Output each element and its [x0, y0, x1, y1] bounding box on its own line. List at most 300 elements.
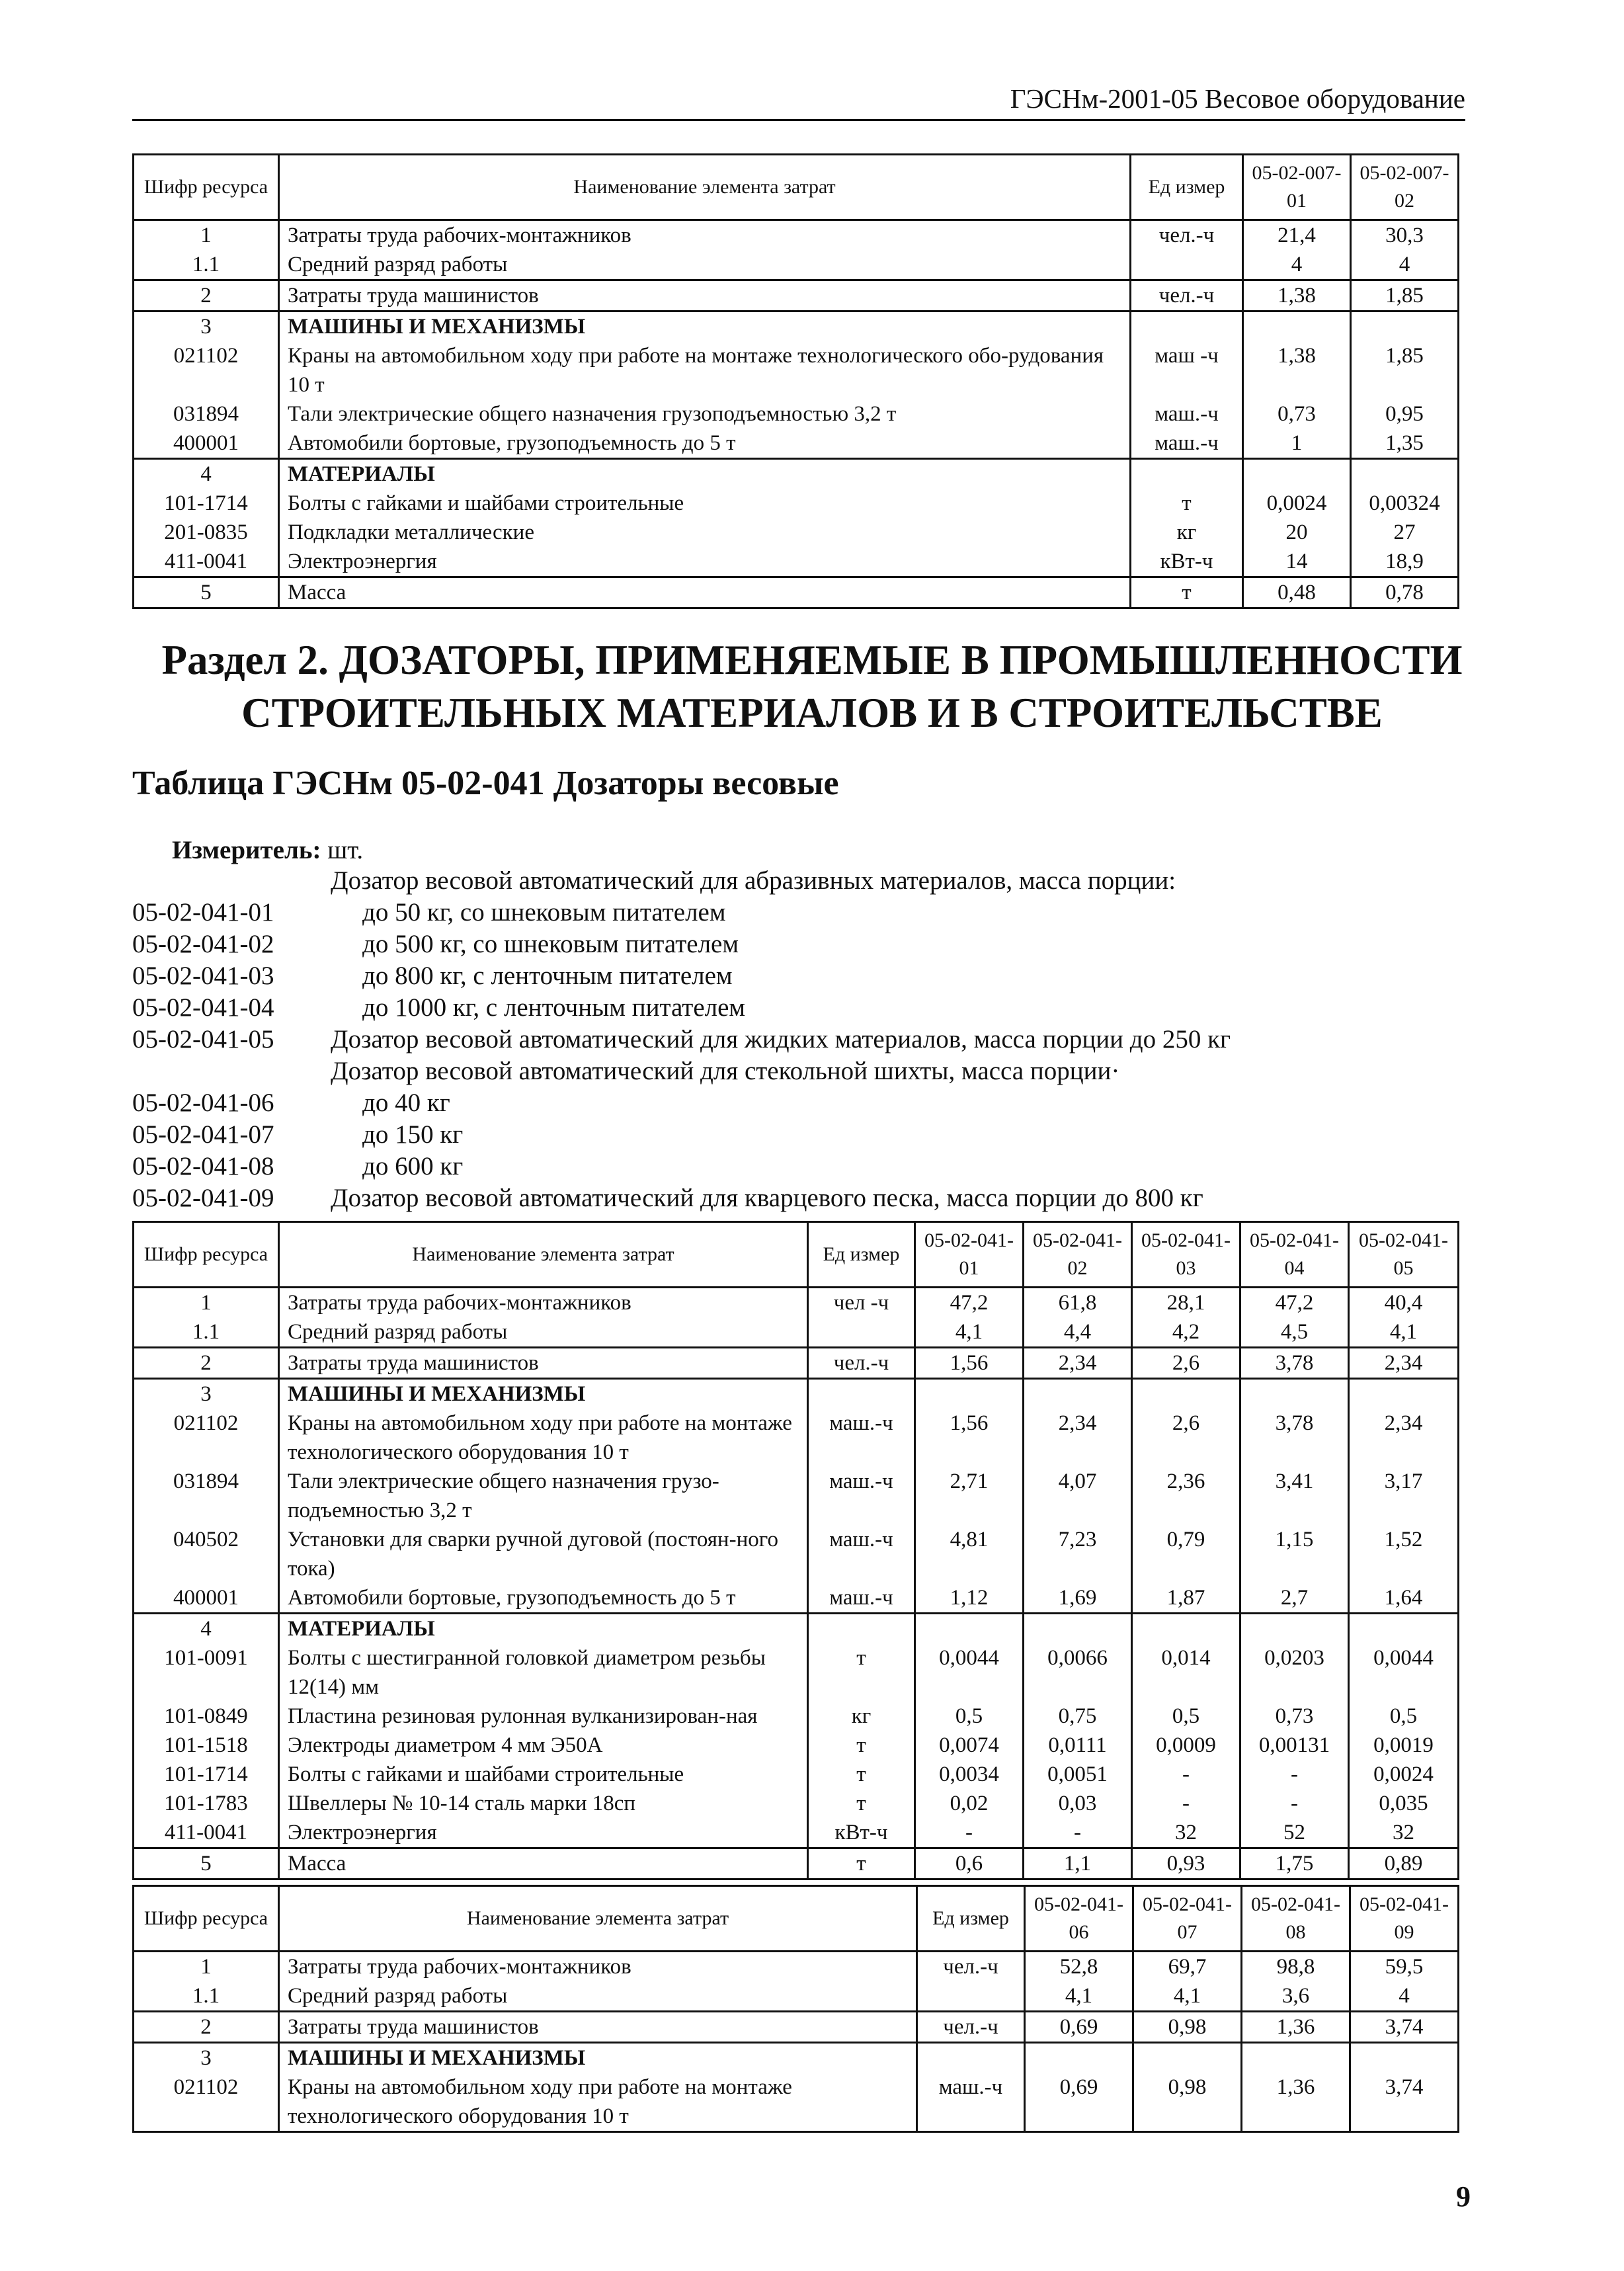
- norm-value: 4,07: [1024, 1467, 1132, 1525]
- row-group: [134, 459, 1459, 577]
- resource-code: 101-1714: [134, 1760, 279, 1789]
- norm-value: 1,12: [915, 1583, 1024, 1614]
- unit-of-measure: чел.-ч: [917, 2012, 1025, 2043]
- resource-code: 411-0041: [134, 1818, 279, 1848]
- resource-code: 4: [134, 459, 279, 489]
- norm-value: 2,6: [1132, 1409, 1240, 1467]
- norm-value: 2,71: [915, 1467, 1024, 1525]
- norm-value: 7,23: [1024, 1525, 1132, 1583]
- norm-value: [1240, 1379, 1349, 1409]
- norm-value: 2,34: [1024, 1348, 1132, 1379]
- resource-code: 101-0849: [134, 1702, 279, 1731]
- norm-code: 05-02-041-01: [132, 898, 274, 927]
- norm-value: 0,98: [1133, 2073, 1242, 2132]
- row-group: [134, 1379, 1459, 1614]
- norm-value: 4,1: [1133, 1981, 1242, 2012]
- row-group: [134, 577, 1459, 608]
- norm-value: 1,85: [1351, 341, 1459, 399]
- cost-element-name: МАШИНЫ И МЕХАНИЗМЫ: [279, 1379, 808, 1409]
- column-header: 05-02-041-05: [1349, 1222, 1459, 1288]
- resource-code: 1.1: [134, 1981, 279, 2012]
- table-title: Таблица ГЭСНм 05-02-041 Дозаторы весовые: [132, 764, 839, 802]
- column-header: 05-02-041-07: [1133, 1886, 1242, 1952]
- norm-value: -: [1132, 1760, 1240, 1789]
- table-row: [134, 1614, 1459, 1644]
- norm-value: 30,3: [1351, 220, 1459, 251]
- norm-value: 0,0111: [1024, 1731, 1132, 1760]
- row-group: [134, 2043, 1459, 2132]
- resource-code: 021102: [134, 341, 279, 399]
- resource-table-041-01-05: [132, 1221, 1459, 1880]
- norm-item: [132, 960, 1455, 992]
- norm-item: [132, 929, 1455, 960]
- norm-value: 1,56: [915, 1409, 1024, 1467]
- unit-of-measure: т: [1131, 577, 1243, 608]
- table-row: [134, 1525, 1459, 1583]
- resource-code: 400001: [134, 429, 279, 459]
- cost-element-name: Затраты труда рабочих-монтажников: [279, 1952, 917, 1982]
- norm-value: [915, 1379, 1024, 1409]
- resource-code: 031894: [134, 399, 279, 429]
- norm-value: [1132, 1379, 1240, 1409]
- norm-item: [132, 1119, 1455, 1151]
- cost-element-name: Болты с гайками и шайбами строительные: [279, 489, 1131, 518]
- cost-element-name: МАТЕРИАЛЫ: [279, 459, 1131, 489]
- norm-value: 1,75: [1240, 1848, 1349, 1879]
- resource-code: 1.1: [134, 250, 279, 280]
- norm-value: 0,02: [915, 1789, 1024, 1818]
- unit-of-measure: кг: [1131, 518, 1243, 547]
- norm-value: 4,1: [915, 1317, 1024, 1348]
- resource-code: 101-0091: [134, 1643, 279, 1702]
- norm-value: 32: [1132, 1818, 1240, 1848]
- table-row: [134, 459, 1459, 489]
- column-header: 05-02-041-09: [1350, 1886, 1459, 1952]
- unit-of-measure: [808, 1614, 915, 1644]
- norm-value: 1,35: [1351, 429, 1459, 459]
- norm-value: -: [1132, 1789, 1240, 1818]
- unit-of-measure: маш -ч: [1131, 341, 1243, 399]
- norm-value: -: [1024, 1818, 1132, 1848]
- norm-value: 0,93: [1132, 1848, 1240, 1879]
- norm-value: 0,73: [1243, 399, 1351, 429]
- table-row: [134, 547, 1459, 577]
- cost-element-name: МАШИНЫ И МЕХАНИЗМЫ: [279, 2043, 917, 2073]
- norm-value: 0,78: [1351, 577, 1459, 608]
- norm-item: [132, 1055, 1455, 1087]
- norm-value: 1,38: [1243, 280, 1351, 311]
- unit-of-measure: кВт-ч: [808, 1818, 915, 1848]
- norm-value: 14: [1243, 547, 1351, 577]
- norm-value: 1,1: [1024, 1848, 1132, 1879]
- measure-value: шт.: [327, 836, 364, 864]
- norm-value: 0,75: [1024, 1702, 1132, 1731]
- table-row: [134, 341, 1459, 399]
- norm-value: 0,0066: [1024, 1643, 1132, 1702]
- resource-code: 3: [134, 1379, 279, 1409]
- norm-value: 0,95: [1351, 399, 1459, 429]
- table-row: [134, 399, 1459, 429]
- unit-of-measure: т: [1131, 489, 1243, 518]
- norm-value: 47,2: [1240, 1288, 1349, 1318]
- table-row: [134, 1981, 1459, 2012]
- unit-of-measure: чел -ч: [808, 1288, 915, 1318]
- norm-item: [132, 1024, 1455, 1055]
- norm-value: 1,85: [1351, 280, 1459, 311]
- cost-element-name: Затраты труда рабочих-монтажников: [279, 1288, 808, 1318]
- unit-of-measure: кВт-ч: [1131, 547, 1243, 577]
- norm-value: 0,014: [1132, 1643, 1240, 1702]
- norm-description: Дозатор весовой автоматический для жидких материалов, масса порции до 250 кг: [331, 1025, 1231, 1053]
- unit-of-measure: маш.-ч: [808, 1583, 915, 1614]
- norm-value: 2,6: [1132, 1348, 1240, 1379]
- norm-value: 3,78: [1240, 1348, 1349, 1379]
- table-row: [134, 1379, 1459, 1409]
- table-row: [134, 2012, 1459, 2043]
- unit-of-measure: чел.-ч: [917, 1952, 1025, 1982]
- column-header: Ед измер: [1131, 155, 1243, 220]
- table-row: [134, 1348, 1459, 1379]
- cost-element-name: Электроды диаметром 4 мм Э50А: [279, 1731, 808, 1760]
- norm-value: 0,0051: [1024, 1760, 1132, 1789]
- resource-code: 3: [134, 311, 279, 342]
- row-group: [134, 2012, 1459, 2043]
- norm-code: 05-02-041-05: [132, 1025, 274, 1053]
- norm-value: 1,36: [1242, 2012, 1350, 2043]
- norm-value: 0,0009: [1132, 1731, 1240, 1760]
- table-row: [134, 2073, 1459, 2132]
- norm-value: [1349, 1614, 1459, 1644]
- norm-value: 4,2: [1132, 1317, 1240, 1348]
- norm-value: 21,4: [1243, 220, 1351, 251]
- unit-of-measure: маш.-ч: [917, 2073, 1025, 2132]
- norm-value: 32: [1349, 1818, 1459, 1848]
- cost-element-name: Краны на автомобильном ходу при работе на монтаже технологического оборудования 10 т: [279, 2073, 917, 2132]
- norm-value: 1,36: [1242, 2073, 1350, 2132]
- norm-item: [132, 897, 1455, 929]
- norm-description: до 50 кг, со шнековым питателем: [362, 898, 726, 927]
- table-row: [134, 577, 1459, 608]
- norm-value: 4: [1350, 1981, 1459, 2012]
- column-header: Наименование элемента затрат: [279, 155, 1131, 220]
- norm-value: 69,7: [1133, 1952, 1242, 1982]
- norm-value: 4,5: [1240, 1317, 1349, 1348]
- row-group: [134, 1848, 1459, 1879]
- unit-of-measure: кг: [808, 1702, 915, 1731]
- norm-value: 1,15: [1240, 1525, 1349, 1583]
- norm-value: 0,0024: [1349, 1760, 1459, 1789]
- norm-code: 05-02-041-04: [132, 993, 274, 1022]
- table-row: [134, 489, 1459, 518]
- resource-code: 101-1518: [134, 1731, 279, 1760]
- norm-value: 0,035: [1349, 1789, 1459, 1818]
- cost-element-name: Болты с гайками и шайбами строительные: [279, 1760, 808, 1789]
- norm-item: [132, 1182, 1455, 1214]
- norm-value: 2,36: [1132, 1467, 1240, 1525]
- norm-value: [1132, 1614, 1240, 1644]
- norm-value: 0,00324: [1351, 489, 1459, 518]
- norm-value: 0,79: [1132, 1525, 1240, 1583]
- resource-code: 2: [134, 280, 279, 311]
- resource-code: 1.1: [134, 1317, 279, 1348]
- resource-code: 101-1714: [134, 489, 279, 518]
- section-title-line-2: СТРОИТЕЛЬНЫХ МАТЕРИАЛОВ И В СТРОИТЕЛЬСТВЕ: [241, 690, 1383, 736]
- norm-value: 0,6: [915, 1848, 1024, 1879]
- column-header: 05-02-007-02: [1351, 155, 1459, 220]
- norm-description: до 40 кг: [362, 1089, 450, 1117]
- table-row: [134, 1702, 1459, 1731]
- cost-element-name: Средний разряд работы: [279, 250, 1131, 280]
- resource-code: 3: [134, 2043, 279, 2073]
- norm-value: 1,52: [1349, 1525, 1459, 1583]
- column-header: Шифр ресурса: [134, 1222, 279, 1288]
- cost-element-name: Краны на автомобильном ходу при работе на монтаже технологического оборудования 10 т: [279, 1409, 808, 1467]
- norm-value: [1133, 2043, 1242, 2073]
- norm-value: [1025, 2043, 1133, 2073]
- cost-element-name: Тали электрические общего назначения грузо-подъемностью 3,2 т: [279, 1467, 808, 1525]
- cost-element-name: Масса: [279, 577, 1131, 608]
- norm-value: [1240, 1614, 1349, 1644]
- norm-description: Дозатор весовой автоматический для стекольной шихты, масса порции·: [331, 1057, 1120, 1085]
- norm-value: -: [915, 1818, 1024, 1848]
- norm-value: 2,34: [1024, 1409, 1132, 1467]
- unit-of-measure: маш.-ч: [808, 1467, 915, 1525]
- norm-value: 0,5: [1349, 1702, 1459, 1731]
- norm-value: 20: [1243, 518, 1351, 547]
- norm-value: 1,69: [1024, 1583, 1132, 1614]
- table-row: [134, 1789, 1459, 1818]
- row-group: [134, 311, 1459, 459]
- norm-value: 0,03: [1024, 1789, 1132, 1818]
- norm-value: 0,0044: [915, 1643, 1024, 1702]
- resource-code: 040502: [134, 1525, 279, 1583]
- unit-of-measure: т: [808, 1848, 915, 1879]
- norm-code: 05-02-041-06: [132, 1089, 274, 1117]
- column-header: 05-02-041-06: [1025, 1886, 1133, 1952]
- unit-of-measure: маш.-ч: [1131, 429, 1243, 459]
- norm-value: 52,8: [1025, 1952, 1133, 1982]
- norm-value: [1024, 1379, 1132, 1409]
- norm-value: [1242, 2043, 1350, 2073]
- unit-of-measure: т: [808, 1789, 915, 1818]
- cost-element-name: Установки для сварки ручной дуговой (постоян-ного тока): [279, 1525, 808, 1583]
- table-row: [134, 280, 1459, 311]
- norm-value: -: [1240, 1789, 1349, 1818]
- norm-value: 0,0074: [915, 1731, 1024, 1760]
- norm-code: 05-02-041-08: [132, 1152, 274, 1180]
- norm-description: до 600 кг: [362, 1152, 464, 1180]
- cost-element-name: Электроэнергия: [279, 1818, 808, 1848]
- column-header: Шифр ресурса: [134, 1886, 279, 1952]
- unit-of-measure: чел.-ч: [808, 1348, 915, 1379]
- table-row: [134, 1731, 1459, 1760]
- norm-item: [132, 865, 1455, 897]
- norm-value: [1349, 1379, 1459, 1409]
- column-header: Наименование элемента затрат: [279, 1222, 808, 1288]
- norm-value: [1243, 459, 1351, 489]
- header-row: [134, 1222, 1459, 1288]
- table-row: [134, 1467, 1459, 1525]
- unit-of-measure: [808, 1379, 915, 1409]
- norm-code: 05-02-041-02: [132, 930, 274, 958]
- resource-code: 021102: [134, 1409, 279, 1467]
- norm-value: 0,0034: [915, 1760, 1024, 1789]
- header-row: [134, 155, 1459, 220]
- table-row: [134, 518, 1459, 547]
- resource-code: 5: [134, 1848, 279, 1879]
- norm-description: Дозатор весовой автоматический для абразивных материалов, масса порции:: [331, 866, 1176, 895]
- table-header: [134, 1222, 1459, 1288]
- norm-value: 3,74: [1350, 2073, 1459, 2132]
- table-row: [134, 1288, 1459, 1318]
- row-group: [134, 1348, 1459, 1379]
- resource-code: 1: [134, 1952, 279, 1982]
- norm-item: [132, 1151, 1455, 1182]
- resource-code: 021102: [134, 2073, 279, 2132]
- resource-code: 4: [134, 1614, 279, 1644]
- table-row: [134, 250, 1459, 280]
- column-header: 05-02-041-03: [1132, 1222, 1240, 1288]
- norm-list: [132, 865, 1455, 1214]
- cost-element-name: Затраты труда машинистов: [279, 280, 1131, 311]
- cost-element-name: Затраты труда машинистов: [279, 2012, 917, 2043]
- unit-of-measure: маш.-ч: [808, 1525, 915, 1583]
- norm-value: 1,56: [915, 1348, 1024, 1379]
- norm-value: 4: [1351, 250, 1459, 280]
- section-title: [132, 634, 1492, 739]
- norm-code: 05-02-041-03: [132, 962, 274, 990]
- column-header: 05-02-041-04: [1240, 1222, 1349, 1288]
- norm-value: 0,73: [1240, 1702, 1349, 1731]
- norm-value: 40,4: [1349, 1288, 1459, 1318]
- norm-value: 0,89: [1349, 1848, 1459, 1879]
- norm-value: 0,69: [1025, 2073, 1133, 2132]
- table-row: [134, 429, 1459, 459]
- cost-element-name: Автомобили бортовые, грузоподъемность до 5 т: [279, 1583, 808, 1614]
- cost-element-name: Затраты труда рабочих-монтажников: [279, 220, 1131, 251]
- norm-value: [1351, 311, 1459, 342]
- norm-description: Дозатор весовой автоматический для кварцевого песка, масса порции до 800 кг: [331, 1184, 1203, 1212]
- norm-value: [1024, 1614, 1132, 1644]
- row-group: [134, 280, 1459, 311]
- table-row: [134, 1848, 1459, 1879]
- unit-of-measure: [917, 1981, 1025, 2012]
- table-row: [134, 1818, 1459, 1848]
- norm-value: -: [1240, 1760, 1349, 1789]
- norm-value: 4,1: [1025, 1981, 1133, 2012]
- norm-value: 3,78: [1240, 1409, 1349, 1467]
- table-row: [134, 1583, 1459, 1614]
- norm-value: 98,8: [1242, 1952, 1350, 1982]
- column-header: Ед измер: [808, 1222, 915, 1288]
- cost-element-name: Тали электрические общего назначения грузоподъемностью 3,2 т: [279, 399, 1131, 429]
- row-group: [134, 1288, 1459, 1348]
- cost-element-name: Средний разряд работы: [279, 1981, 917, 2012]
- resource-code: 5: [134, 577, 279, 608]
- unit-of-measure: т: [808, 1731, 915, 1760]
- resource-code: 201-0835: [134, 518, 279, 547]
- resource-code: 400001: [134, 1583, 279, 1614]
- column-header: Наименование элемента затрат: [279, 1886, 917, 1952]
- norm-value: 4,81: [915, 1525, 1024, 1583]
- norm-item: [132, 992, 1455, 1024]
- measure-label: Измеритель:: [172, 836, 321, 864]
- resource-code: 411-0041: [134, 547, 279, 577]
- table-header: [134, 155, 1459, 220]
- norm-code: 05-02-041-07: [132, 1120, 274, 1149]
- table-row: [134, 1643, 1459, 1702]
- page-number: 9: [1456, 2180, 1471, 2213]
- norm-value: 47,2: [915, 1288, 1024, 1318]
- unit-of-measure: [1131, 250, 1243, 280]
- unit-of-measure: т: [808, 1760, 915, 1789]
- resource-code: 031894: [134, 1467, 279, 1525]
- column-header: 05-02-041-01: [915, 1222, 1024, 1288]
- cost-element-name: Подкладки металлические: [279, 518, 1131, 547]
- norm-value: 61,8: [1024, 1288, 1132, 1318]
- norm-value: 1,38: [1243, 341, 1351, 399]
- cost-element-name: Затраты труда машинистов: [279, 1348, 808, 1379]
- cost-element-name: Автомобили бортовые, грузоподъемность до 5 т: [279, 429, 1131, 459]
- cost-element-name: Болты с шестигранной головкой диаметром резьбы 12(14) мм: [279, 1643, 808, 1702]
- unit-of-measure: [1131, 311, 1243, 342]
- norm-description: до 1000 кг, с ленточным питателем: [362, 993, 746, 1022]
- row-group: [134, 1952, 1459, 2012]
- cost-element-name: Швеллеры № 10-14 сталь марки 18сп: [279, 1789, 808, 1818]
- resource-code: 1: [134, 220, 279, 251]
- norm-value: 0,5: [1132, 1702, 1240, 1731]
- norm-value: 52: [1240, 1818, 1349, 1848]
- resource-table-041-06-09: [132, 1885, 1459, 2133]
- norm-value: 0,98: [1133, 2012, 1242, 2043]
- norm-value: 0,0024: [1243, 489, 1351, 518]
- norm-value: 4: [1243, 250, 1351, 280]
- table-row: [134, 220, 1459, 251]
- table-row: [134, 1409, 1459, 1467]
- unit-of-measure: [808, 1317, 915, 1348]
- norm-value: 3,6: [1242, 1981, 1350, 2012]
- norm-description: до 150 кг: [362, 1120, 464, 1149]
- norm-description: до 800 кг, с ленточным питателем: [362, 962, 733, 990]
- cost-element-name: Масса: [279, 1848, 808, 1879]
- cost-element-name: МАШИНЫ И МЕХАНИЗМЫ: [279, 311, 1131, 342]
- unit-of-measure: чел.-ч: [1131, 220, 1243, 251]
- norm-value: 4,4: [1024, 1317, 1132, 1348]
- norm-item: [132, 1087, 1455, 1119]
- norm-value: 59,5: [1350, 1952, 1459, 1982]
- cost-element-name: Средний разряд работы: [279, 1317, 808, 1348]
- norm-code: 05-02-041-09: [132, 1184, 274, 1212]
- norm-description: до 500 кг, со шнековым питателем: [362, 930, 739, 958]
- measure-unit: [172, 835, 363, 866]
- unit-of-measure: [1131, 459, 1243, 489]
- norm-value: 18,9: [1351, 547, 1459, 577]
- column-header: Шифр ресурса: [134, 155, 279, 220]
- norm-value: 4,1: [1349, 1317, 1459, 1348]
- norm-value: 1,64: [1349, 1583, 1459, 1614]
- table-row: [134, 1760, 1459, 1789]
- norm-value: 0,0044: [1349, 1643, 1459, 1702]
- cost-element-name: Пластина резиновая рулонная вулканизирован-ная: [279, 1702, 808, 1731]
- norm-value: 0,00131: [1240, 1731, 1349, 1760]
- table-header: [134, 1886, 1459, 1952]
- norm-value: 0,48: [1243, 577, 1351, 608]
- table-row: [134, 1317, 1459, 1348]
- norm-value: 0,69: [1025, 2012, 1133, 2043]
- table-row: [134, 311, 1459, 342]
- resource-code: 2: [134, 1348, 279, 1379]
- norm-value: 2,34: [1349, 1348, 1459, 1379]
